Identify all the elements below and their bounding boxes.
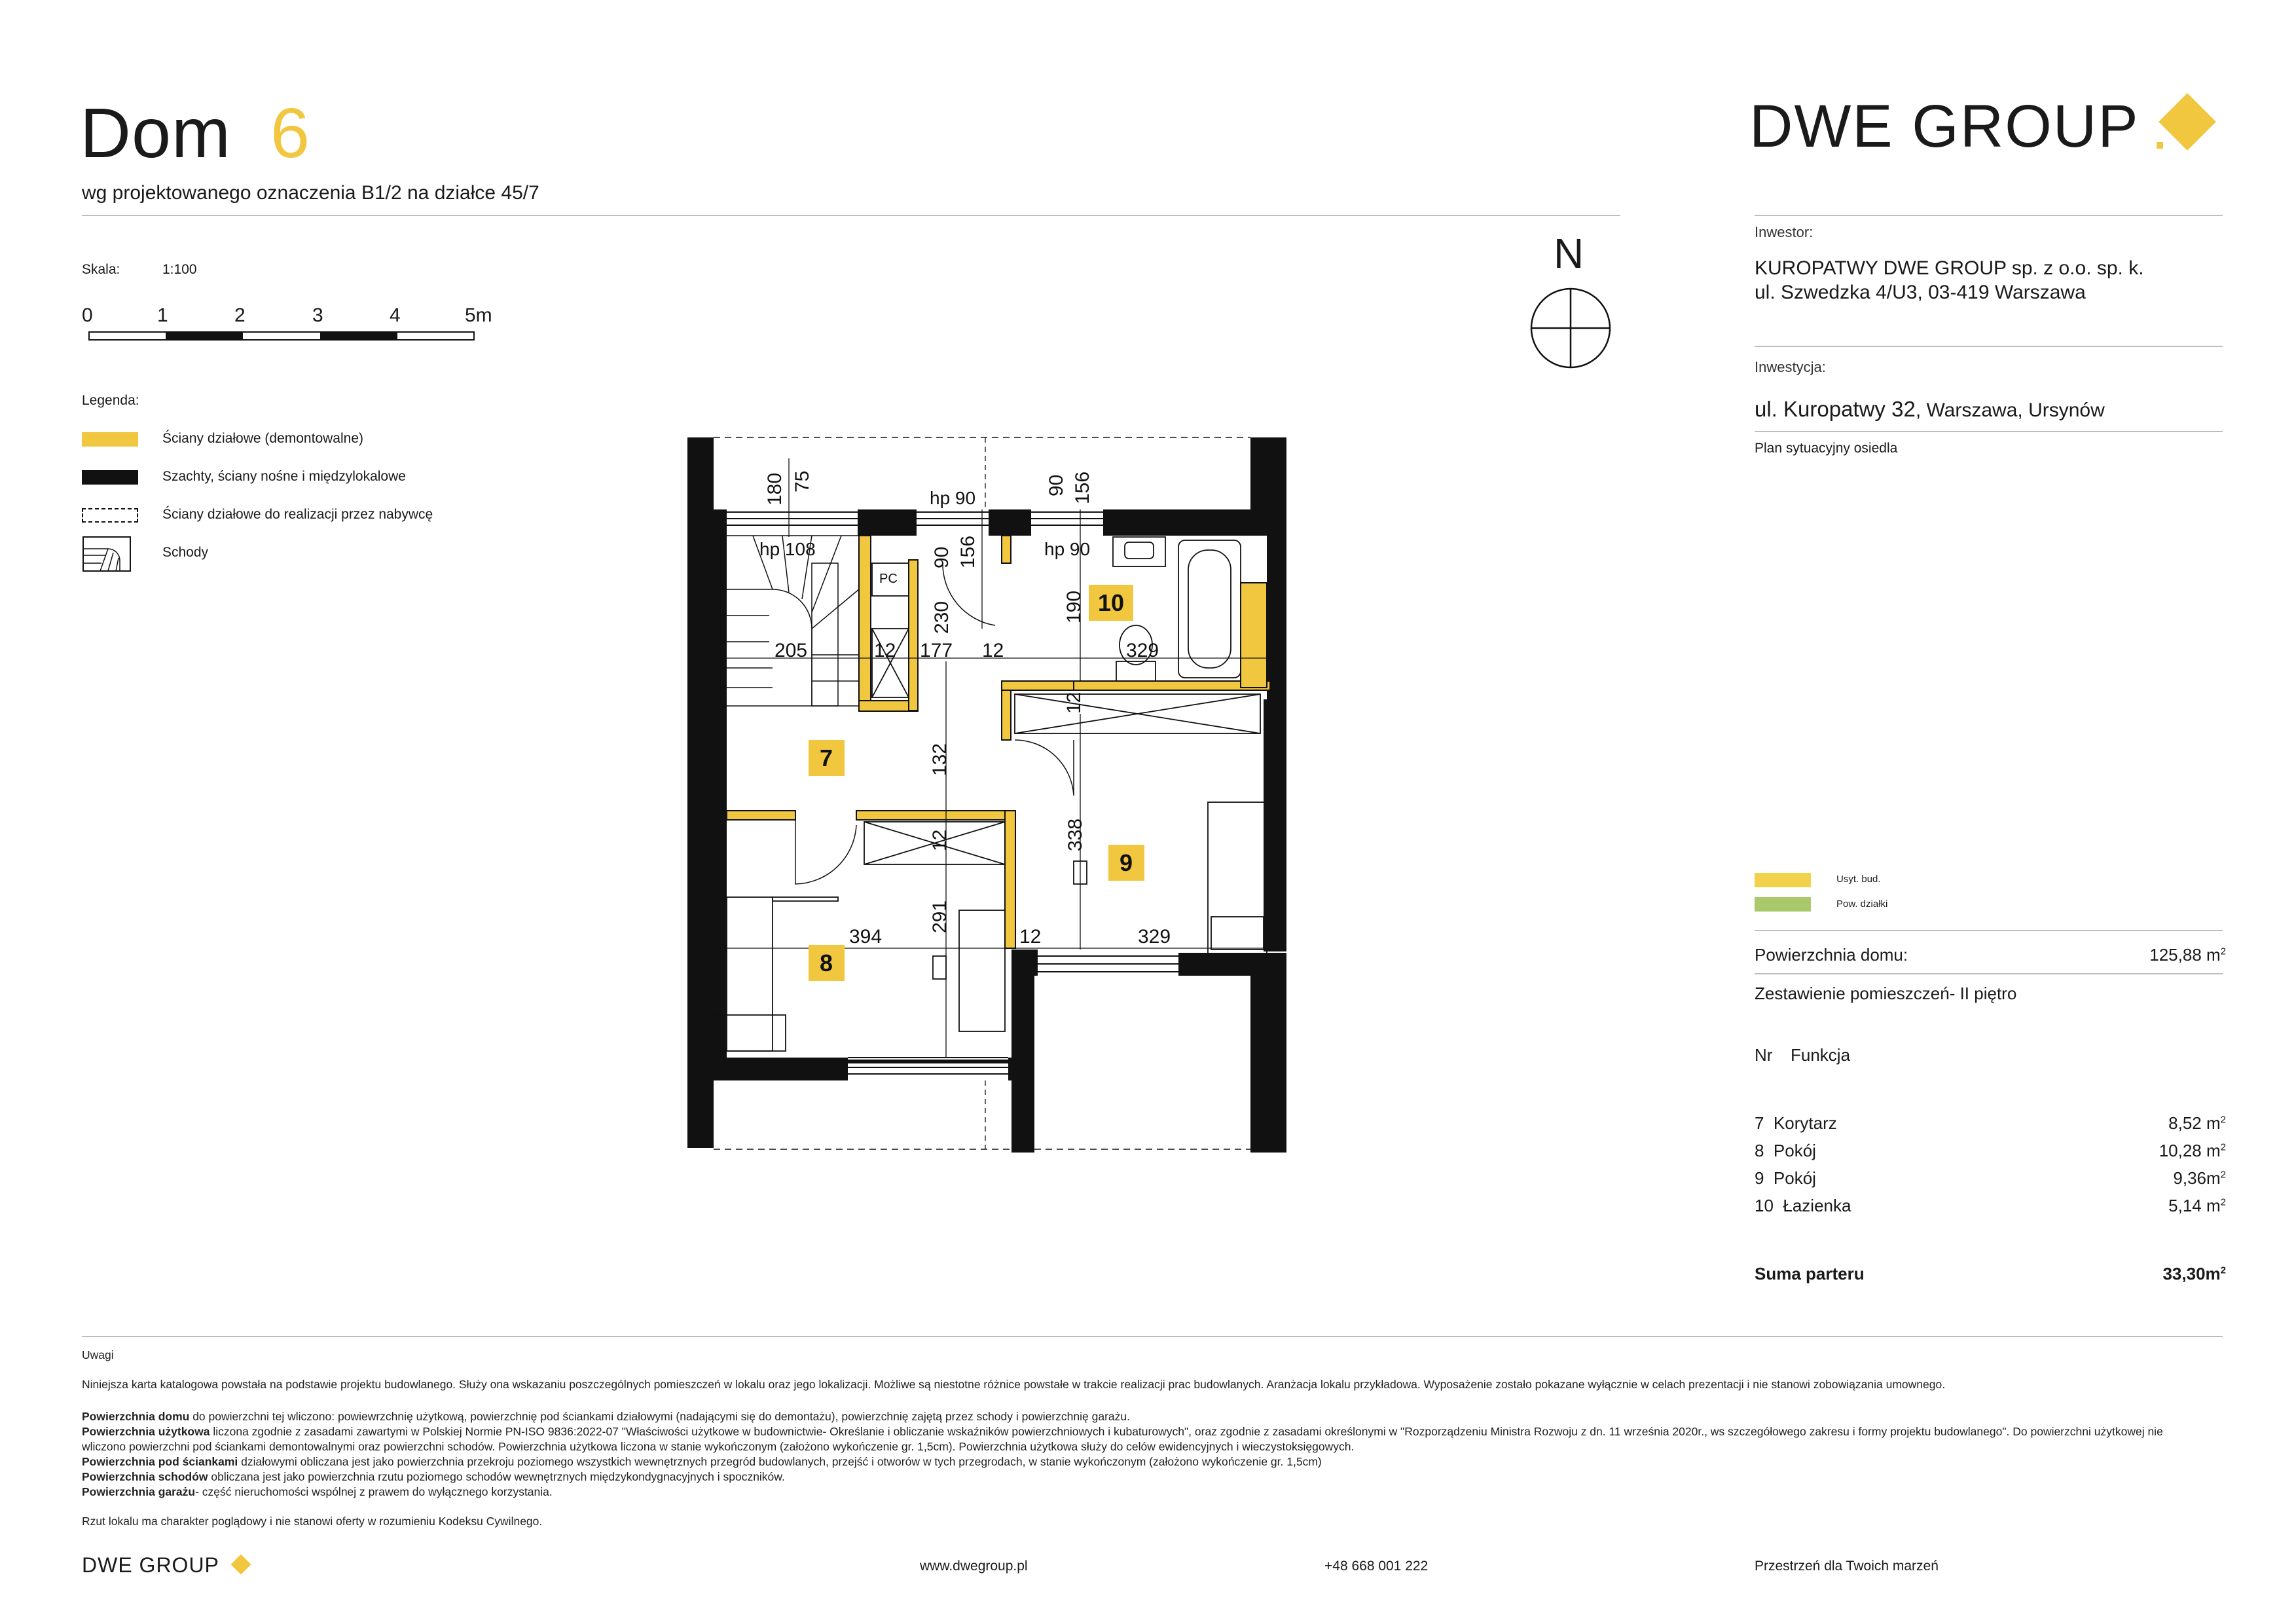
dim-75: 75 [792, 470, 813, 492]
info-divider-4 [1755, 930, 2223, 931]
investor-label: Inwestor: [1755, 224, 1813, 240]
legend-swatch-black [82, 470, 138, 485]
dim-12-a: 12 [874, 640, 896, 661]
dim-291: 291 [929, 900, 951, 933]
investor-line1: KUROPATWY DWE GROUP sp. z o.o. sp. k. [1755, 257, 2144, 279]
info-divider-2 [1755, 346, 2223, 347]
site-plan-title: Plan sytuacyjny osiedla [1755, 441, 1898, 456]
legend-title: Legenda: [82, 393, 139, 408]
footer-slogan: Przestrzeń dla Twoich marzeń [1755, 1559, 1939, 1574]
house-area-row: Powierzchnia domu: 125,88 $m^2$ [1755, 945, 2226, 965]
north-arrow-icon [1529, 286, 1613, 370]
page-title [80, 92, 310, 174]
investment-label: Inwestycja: [1755, 359, 1826, 375]
dim-132: 132 [929, 743, 951, 776]
map-legend-swatch-2 [1755, 897, 1811, 912]
dim-90-b: 90 [1046, 474, 1067, 496]
page-subtitle: wg projektowanego oznaczenia B1/2 na działce 45/7 [82, 182, 539, 204]
stairs-icon [82, 536, 132, 572]
scale-tick-4: 4 [390, 304, 401, 326]
dim-177: 177 [920, 640, 953, 661]
dim-18-b: 18 [704, 926, 726, 948]
legend-swatch-yellow [82, 432, 138, 447]
investor-line2: ul. Szwedzka 4/U3, 03-419 Warszawa [1755, 282, 2086, 303]
header-divider [82, 215, 1620, 216]
legend-label-partition: Ściany działowe (demontowalne) [162, 431, 363, 446]
room-7-tag: 7 [819, 745, 833, 771]
notes-disclaimer: Rzut lokalu ma charakter poglądowy i nie stanowi oferty w rozumieniu Kodeksu Cywilnego. [82, 1515, 543, 1528]
dim-12-b: 12 [982, 640, 1004, 661]
dim-205: 205 [774, 640, 808, 661]
map-legend-swatch-1 [1755, 873, 1811, 887]
dim-156-a: 156 [957, 535, 979, 568]
scale-tick-0: 0 [82, 304, 93, 326]
brand-logo-text: DWE GROUP [1749, 93, 2140, 160]
map-legend-label-2: Pow. działki [1836, 898, 1888, 910]
room-row: 9 Pokój $9,36m^2$ [1755, 1168, 2226, 1188]
label-hp-90-b: hp 90 [1044, 539, 1091, 559]
notes-title: Uwagi [82, 1348, 114, 1361]
scale-label: Skala: [82, 262, 120, 277]
footer-phone[interactable]: +48 668 001 222 [1324, 1559, 1429, 1574]
sum-row: Suma parteru $33,30m^2$ [1755, 1264, 2226, 1283]
investment-street: ul. Kuropatwy 32 [1755, 397, 1916, 421]
room-summary-title: Zestawienie pomieszczeń- II piętro [1755, 984, 2017, 1003]
label-pc: PC [879, 572, 898, 586]
label-hp-108: hp 108 [759, 539, 816, 559]
north-label: N [1554, 230, 1584, 277]
room-row: 8 Pokój 10,28 $m^2$ [1755, 1141, 2226, 1160]
house-number: 6 [270, 93, 311, 172]
house-area-value: 125,88 m [2149, 945, 2221, 965]
dim-90-a: 90 [931, 546, 953, 568]
scale-tick-5: 5m [465, 304, 492, 326]
dim-190: 190 [1063, 590, 1085, 623]
house-area-label: Powierzchnia domu: [1755, 945, 1908, 965]
scale-value: 1:100 [162, 262, 197, 277]
dim-329-a: 329 [1126, 640, 1159, 661]
house-label: Dom [80, 93, 232, 172]
room-row: 10 Łazienka 5,14 $m^2$ [1755, 1196, 2226, 1215]
label-hp-90-a: hp 90 [930, 488, 976, 508]
footer-website-link[interactable]: www.dwegroup.pl [920, 1559, 1028, 1574]
scale-tick-2: 2 [234, 304, 246, 326]
footer-logo [82, 1553, 265, 1579]
info-divider-3 [1755, 431, 2223, 432]
room-8-tag: 8 [819, 950, 833, 976]
legend-label-loadbearing: Szachty, ściany nośne i międzylokalowe [162, 469, 406, 484]
dim-18-a: 18 [704, 640, 726, 661]
room-9-tag: 9 [1119, 849, 1133, 876]
brand-dot-icon [2157, 142, 2163, 149]
info-divider-1 [1755, 215, 2223, 216]
notes-divider [82, 1336, 2223, 1337]
sum-value: 33,30m [2162, 1264, 2221, 1283]
dim-329-b: 329 [1138, 926, 1171, 948]
scale-tick-3: 3 [312, 304, 323, 326]
info-divider-5 [1755, 973, 2223, 974]
col-nr: Nr [1755, 1045, 1773, 1065]
map-legend-label-1: Usyt. bud. [1836, 874, 1881, 885]
dim-12-d: 12 [929, 829, 951, 851]
room-10-tag: 10 [1097, 589, 1125, 616]
dim-180: 180 [764, 472, 786, 506]
scale-bar [82, 304, 501, 350]
legend-label-buyer-walls: Ściany działowe do realizacji przez nabywcę [162, 507, 433, 522]
footer-diamond-icon [230, 1554, 251, 1574]
dim-12-c: 12 [1063, 692, 1085, 714]
dim-156-b: 156 [1072, 471, 1093, 504]
scale-tick-1: 1 [157, 304, 168, 326]
footer-logo-text: DWE GROUP [82, 1553, 219, 1577]
dim-394: 394 [849, 926, 883, 948]
notes-intro: Niniejsza karta katalogowa powstała na podstawie projektu budowlanego. Służy ona wskazaniu poszczególnych pomieszczeń w lokalu oraz jego lokalizacji. Możliwe są niestotne różnice powstałe w trakcie realizacji prac budowlanych. Aranżacja lokalu przykładowa. Wyposażenie zostało pokazane wyłącznie w celach prezentacji i nie stanowi zobowiązania umownego. [82, 1378, 1946, 1391]
investment-address [1755, 397, 2105, 422]
sum-label: Suma parteru [1755, 1264, 1865, 1283]
floor-plan [681, 432, 1296, 1153]
investment-city: , Warszawa, Ursynów [1915, 399, 2105, 421]
brand-diamond-icon [2159, 93, 2216, 151]
dim-12-e: 12 [1019, 926, 1042, 948]
dim-230: 230 [931, 600, 953, 634]
dim-338: 338 [1065, 818, 1086, 851]
legend-label-stairs: Schody [162, 545, 209, 560]
col-function: Funkcja [1791, 1045, 1851, 1065]
brand-logo [1749, 82, 2234, 160]
legend-swatch-dashed [82, 508, 138, 523]
room-row: 7 Korytarz 8,52 $m^2$ [1755, 1113, 2226, 1133]
notes-definitions: Powierzchnia domu do powierzchni tej wliczono: powiewrzchnię użytkową, powierzchnię pod ściankami działowymi (nadającymi się do demontażu), powierzchnię zajętą przez schody i powierzchnię garażu. Powierzchnia użytkowa liczona zgodnie z zasadami zawartymi w Polskiej Normie PN-ISO 9836:2022-07 "Właściwości użytkowe w budownictwie- Określanie i obliczanie wskaźników powierzchniowych i kubaturowych", oraz zgodnie z zasadami określonymi w "Rozporządzeniu Ministra Rozwoju z dn. 11 września 2020r., ws szczegółowego zakresu i formy projektu budowlanego". Do powierzchni użytkowej nie wliczono powierzchni pod ściankami demontowalnymi oraz powierzchni schodów. Powierzchnia użytkowa liczona w stanie wykończonym (założono wykończenie gr. 1,5cm). Powierzchnia użytkowa służy do celów ewidencyjnych i wieczystoksięgowych. Powierzchnia pod ściankami działowymi obliczana jest jako powierzchnia przekroju poziomego wszystkich wewnętrznych przegród budowlanych, przejść i otworów w tych przegrodach, w stanie wykończonym (założono wykończenie gr. 1,5cm) Powierzchnia schodów obliczana jest jako powierzchnia rzutu poziomego schodów wewnętrznych międzykondygnacyjnych i spoczników. Powierzchnia garażu- część nieruchomości wspólnej z prawem do wyłącznego korzystania. [82, 1410, 2163, 1498]
